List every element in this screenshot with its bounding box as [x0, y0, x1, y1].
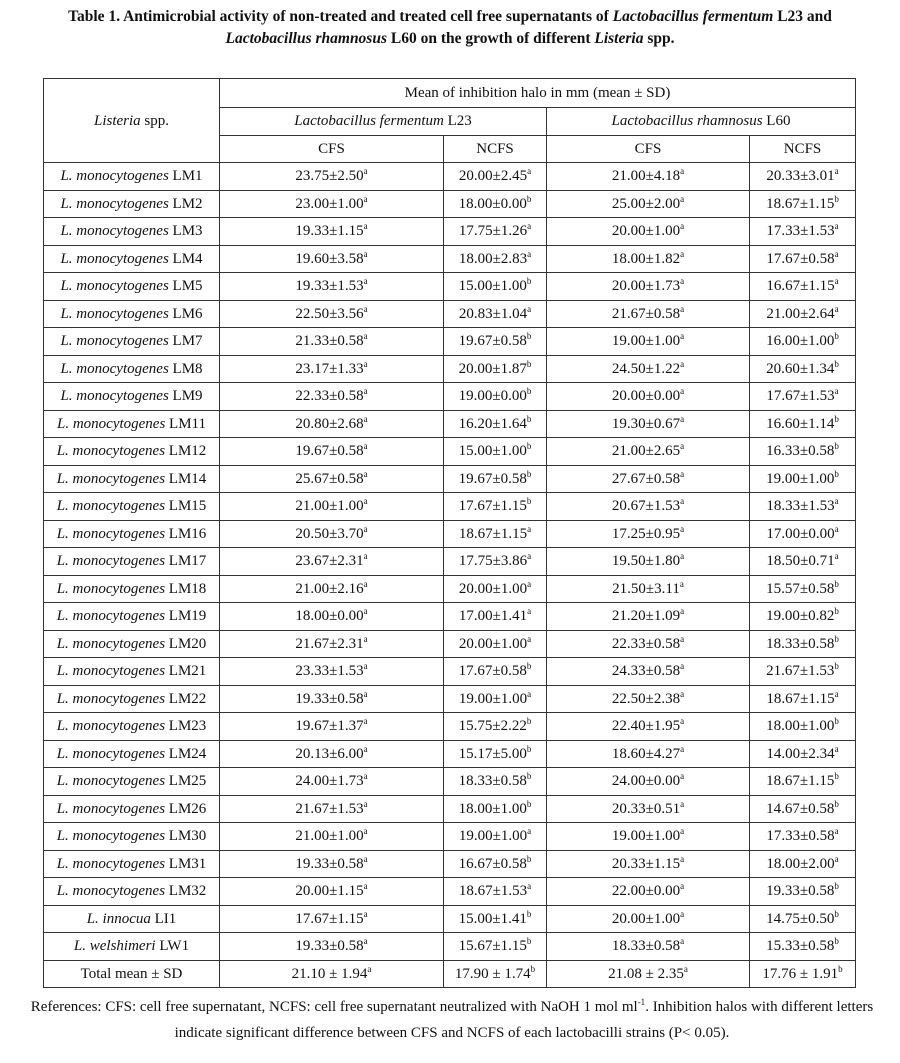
value-cell: 23.17±1.33$^a$	[220, 355, 444, 383]
value-cell: 17.67±0.58$^a$	[750, 245, 856, 273]
value-cell: 15.75±2.22$^b$	[444, 713, 547, 741]
value-cell: 18.67±1.15$^a$	[750, 685, 856, 713]
table-row	[44, 520, 856, 548]
strain-cell: L. welshimeri LW1	[44, 933, 220, 961]
strain-cell: L. monocytogenes LM14	[44, 465, 220, 493]
total-label: Total mean ± SD	[44, 960, 220, 988]
table-row	[44, 548, 856, 576]
value-cell: 20.83±1.04$^a$	[444, 300, 547, 328]
value-cell: 20.00±1.00$^a$	[444, 575, 547, 603]
value-cell: 19.50±1.80$^a$	[547, 548, 750, 576]
value-cell: 15.00±1.00$^b$	[444, 273, 547, 301]
value-cell: 14.67±0.58$^b$	[750, 795, 856, 823]
table-row	[44, 245, 856, 273]
group-header: Mean of inhibition halo in mm (mean ± SD)	[220, 79, 856, 108]
strain-cell: L. monocytogenes LM4	[44, 245, 220, 273]
value-cell: 18.00±1.00$^b$	[444, 795, 547, 823]
table-row	[44, 905, 856, 933]
value-cell: 21.00±1.00$^a$	[220, 493, 444, 521]
value-cell: 21.33±0.58$^a$	[220, 328, 444, 356]
value-cell: 21.50±3.11$^a$	[547, 575, 750, 603]
value-cell: 20.67±1.53$^a$	[547, 493, 750, 521]
value-cell: 17.00±1.41$^a$	[444, 603, 547, 631]
value-cell: 21.00±1.00$^a$	[220, 823, 444, 851]
value-cell: 22.33±0.58$^a$	[220, 383, 444, 411]
value-cell: 20.33±3.01$^a$	[750, 163, 856, 191]
strain-cell: L. monocytogenes LM23	[44, 713, 220, 741]
value-cell: 18.00±2.00$^a$	[750, 850, 856, 878]
table-row	[44, 493, 856, 521]
sub-header-cfs: CFS	[547, 135, 750, 163]
table-row	[44, 300, 856, 328]
strain-cell: L. monocytogenes LM24	[44, 740, 220, 768]
strain-cell: L. monocytogenes LM25	[44, 768, 220, 796]
value-cell: 18.00±1.00$^b$	[750, 713, 856, 741]
value-cell: 25.00±2.00$^a$	[547, 190, 750, 218]
value-cell: 23.67±2.31$^a$	[220, 548, 444, 576]
value-cell: 21.67±1.53$^b$	[750, 658, 856, 686]
value-cell: 17.67±1.15$^b$	[444, 493, 547, 521]
table-row	[44, 603, 856, 631]
strain-cell: L. monocytogenes LM19	[44, 603, 220, 631]
value-cell: 17.75±1.26$^a$	[444, 218, 547, 246]
table-row	[44, 768, 856, 796]
value-cell: 19.33±0.58$^a$	[220, 685, 444, 713]
table-row	[44, 740, 856, 768]
value-cell: 17.33±1.53$^a$	[750, 218, 856, 246]
strain-cell: L. monocytogenes LM11	[44, 410, 220, 438]
strain-cell: L. monocytogenes LM3	[44, 218, 220, 246]
value-cell: 20.00±0.00$^a$	[547, 383, 750, 411]
value-cell: 18.33±1.53$^a$	[750, 493, 856, 521]
value-cell: 16.60±1.14$^b$	[750, 410, 856, 438]
value-cell: 18.00±2.83$^a$	[444, 245, 547, 273]
table-row	[44, 273, 856, 301]
value-cell: 18.00±0.00$^b$	[444, 190, 547, 218]
strain-cell: L. monocytogenes LM30	[44, 823, 220, 851]
table-row	[44, 878, 856, 906]
value-cell: 18.33±0.58$^a$	[547, 933, 750, 961]
total-cell: 17.90 ± 1.74$^b$	[444, 960, 547, 988]
value-cell: 19.33±1.15$^a$	[220, 218, 444, 246]
value-cell: 24.00±0.00$^a$	[547, 768, 750, 796]
value-cell: 24.33±0.58$^a$	[547, 658, 750, 686]
value-cell: 18.67±1.15$^b$	[750, 768, 856, 796]
value-cell: 15.00±1.00$^b$	[444, 438, 547, 466]
strain-cell: L. monocytogenes LM5	[44, 273, 220, 301]
value-cell: 20.00±1.00$^a$	[547, 218, 750, 246]
table-row	[44, 933, 856, 961]
strain-cell: L. monocytogenes LM12	[44, 438, 220, 466]
strain-cell: L. monocytogenes LM26	[44, 795, 220, 823]
table-row	[44, 438, 856, 466]
strain-cell: L. monocytogenes LM18	[44, 575, 220, 603]
value-cell: 14.00±2.34$^a$	[750, 740, 856, 768]
value-cell: 20.00±1.00$^a$	[444, 630, 547, 658]
value-cell: 17.33±0.58$^a$	[750, 823, 856, 851]
value-cell: 20.13±6.00$^a$	[220, 740, 444, 768]
table-row	[44, 795, 856, 823]
value-cell: 21.00±2.64$^a$	[750, 300, 856, 328]
table-row	[44, 190, 856, 218]
value-cell: 21.20±1.09$^a$	[547, 603, 750, 631]
value-cell: 17.25±0.95$^a$	[547, 520, 750, 548]
total-cell: 17.76 ± 1.91$^b$	[750, 960, 856, 988]
value-cell: 21.00±2.65$^a$	[547, 438, 750, 466]
table-row	[44, 355, 856, 383]
value-cell: 19.67±0.58$^b$	[444, 465, 547, 493]
table-row	[44, 630, 856, 658]
value-cell: 18.33±0.58$^b$	[444, 768, 547, 796]
sub-header-ncfs: NCFS	[444, 135, 547, 163]
value-cell: 21.67±2.31$^a$	[220, 630, 444, 658]
table-row	[44, 328, 856, 356]
strain-cell: L. monocytogenes LM8	[44, 355, 220, 383]
value-cell: 18.67±1.15$^b$	[750, 190, 856, 218]
total-row	[44, 960, 856, 988]
value-cell: 17.00±0.00$^a$	[750, 520, 856, 548]
table-row	[44, 658, 856, 686]
table-caption: Table 1. Antimicrobial activity of non-treated and treated cell free supernatants of Lactobacillus fermentum L23 and Lactobacillus rhamnosus L60 on the growth of different Listeria spp.	[68, 8, 832, 47]
value-cell: 20.00±1.87$^b$	[444, 355, 547, 383]
value-cell: 19.00±0.00$^b$	[444, 383, 547, 411]
value-cell: 19.00±1.00$^a$	[547, 823, 750, 851]
value-cell: 17.67±1.53$^a$	[750, 383, 856, 411]
value-cell: 23.00±1.00$^a$	[220, 190, 444, 218]
strain-cell: L. monocytogenes LM1	[44, 163, 220, 191]
value-cell: 19.67±0.58$^b$	[444, 328, 547, 356]
value-cell: 16.67±1.15$^a$	[750, 273, 856, 301]
value-cell: 22.33±0.58$^a$	[547, 630, 750, 658]
value-cell: 18.33±0.58$^b$	[750, 630, 856, 658]
sub-header-cfs: CFS	[220, 135, 444, 163]
value-cell: 18.60±4.27$^a$	[547, 740, 750, 768]
table-row	[44, 823, 856, 851]
total-cell: 21.08 ± 2.35$^a$	[547, 960, 750, 988]
value-cell: 19.60±3.58$^a$	[220, 245, 444, 273]
strain-header-l23: Lactobacillus fermentum L23	[220, 108, 547, 136]
value-cell: 19.30±0.67$^a$	[547, 410, 750, 438]
value-cell: 20.60±1.34$^b$	[750, 355, 856, 383]
value-cell: 24.50±1.22$^a$	[547, 355, 750, 383]
value-cell: 22.50±3.56$^a$	[220, 300, 444, 328]
value-cell: 24.00±1.73$^a$	[220, 768, 444, 796]
value-cell: 19.67±0.58$^a$	[220, 438, 444, 466]
strain-cell: L. monocytogenes LM32	[44, 878, 220, 906]
strain-cell: L. monocytogenes LM2	[44, 190, 220, 218]
value-cell: 19.00±0.82$^b$	[750, 603, 856, 631]
results-table	[43, 78, 856, 988]
table-row	[44, 218, 856, 246]
value-cell: 19.00±1.00$^a$	[547, 328, 750, 356]
table-row	[44, 465, 856, 493]
value-cell: 20.33±1.15$^a$	[547, 850, 750, 878]
value-cell: 23.75±2.50$^a$	[220, 163, 444, 191]
value-cell: 15.00±1.41$^b$	[444, 905, 547, 933]
strain-cell: L. monocytogenes LM17	[44, 548, 220, 576]
value-cell: 16.00±1.00$^b$	[750, 328, 856, 356]
value-cell: 18.67±1.15$^a$	[444, 520, 547, 548]
value-cell: 19.33±1.53$^a$	[220, 273, 444, 301]
table-row	[44, 713, 856, 741]
table-row	[44, 575, 856, 603]
value-cell: 18.00±0.00$^a$	[220, 603, 444, 631]
value-cell: 20.33±0.51$^a$	[547, 795, 750, 823]
strain-cell: L. monocytogenes LM16	[44, 520, 220, 548]
strain-cell: L. monocytogenes LM21	[44, 658, 220, 686]
value-cell: 17.67±0.58$^b$	[444, 658, 547, 686]
strain-cell: L. monocytogenes LM22	[44, 685, 220, 713]
value-cell: 19.00±1.00$^a$	[444, 685, 547, 713]
value-cell: 20.00±1.73$^a$	[547, 273, 750, 301]
strain-header-l60: Lactobacillus rhamnosus L60	[547, 108, 856, 136]
value-cell: 20.80±2.68$^a$	[220, 410, 444, 438]
value-cell: 22.40±1.95$^a$	[547, 713, 750, 741]
strain-cell: L. innocua LI1	[44, 905, 220, 933]
value-cell: 18.50±0.71$^a$	[750, 548, 856, 576]
sub-header-ncfs: NCFS	[750, 135, 856, 163]
value-cell: 16.20±1.64$^b$	[444, 410, 547, 438]
value-cell: 15.17±5.00$^b$	[444, 740, 547, 768]
value-cell: 20.00±2.45$^a$	[444, 163, 547, 191]
table-body	[44, 163, 856, 961]
value-cell: 15.57±0.58$^b$	[750, 575, 856, 603]
value-cell: 14.75±0.50$^b$	[750, 905, 856, 933]
table-row	[44, 410, 856, 438]
value-cell: 21.00±2.16$^a$	[220, 575, 444, 603]
row-label-header: Listeria spp.	[44, 79, 220, 163]
value-cell: 16.33±0.58$^b$	[750, 438, 856, 466]
value-cell: 19.33±0.58$^b$	[750, 878, 856, 906]
value-cell: 21.00±4.18$^a$	[547, 163, 750, 191]
table-row	[44, 850, 856, 878]
value-cell: 15.33±0.58$^b$	[750, 933, 856, 961]
value-cell: 22.50±2.38$^a$	[547, 685, 750, 713]
strain-cell: L. monocytogenes LM6	[44, 300, 220, 328]
strain-cell: L. monocytogenes LM7	[44, 328, 220, 356]
table-row	[44, 383, 856, 411]
strain-cell: L. monocytogenes LM31	[44, 850, 220, 878]
value-cell: 21.67±0.58$^a$	[547, 300, 750, 328]
value-cell: 17.75±3.86$^a$	[444, 548, 547, 576]
table-row	[44, 163, 856, 191]
value-cell: 22.00±0.00$^a$	[547, 878, 750, 906]
value-cell: 18.67±1.53$^a$	[444, 878, 547, 906]
strain-cell: L. monocytogenes LM20	[44, 630, 220, 658]
table-row	[44, 685, 856, 713]
strain-cell: L. monocytogenes LM15	[44, 493, 220, 521]
value-cell: 20.00±1.15$^a$	[220, 878, 444, 906]
value-cell: 25.67±0.58$^a$	[220, 465, 444, 493]
value-cell: 19.00±1.00$^b$	[750, 465, 856, 493]
value-cell: 27.67±0.58$^a$	[547, 465, 750, 493]
total-cell: 21.10 ± 1.94$^a$	[220, 960, 444, 988]
value-cell: 20.00±1.00$^a$	[547, 905, 750, 933]
value-cell: 19.33±0.58$^a$	[220, 850, 444, 878]
value-cell: 17.67±1.15$^a$	[220, 905, 444, 933]
strain-cell: L. monocytogenes LM9	[44, 383, 220, 411]
value-cell: 23.33±1.53$^a$	[220, 658, 444, 686]
value-cell: 16.67±0.58$^b$	[444, 850, 547, 878]
value-cell: 19.33±0.58$^a$	[220, 933, 444, 961]
value-cell: 18.00±1.82$^a$	[547, 245, 750, 273]
value-cell: 20.50±3.70$^a$	[220, 520, 444, 548]
value-cell: 21.67±1.53$^a$	[220, 795, 444, 823]
value-cell: 19.00±1.00$^a$	[444, 823, 547, 851]
table-footnote: References: CFS: cell free supernatant, NCFS: cell free supernatant neutralized with NaOH 1 mol $ml^{-1}$. Inhibition halos with different letters indicate significant difference between CFS and NCFS of each lactobacilli strains (P< 0.05).	[30, 997, 874, 1041]
value-cell: 15.67±1.15$^b$	[444, 933, 547, 961]
value-cell: 19.67±1.37$^a$	[220, 713, 444, 741]
